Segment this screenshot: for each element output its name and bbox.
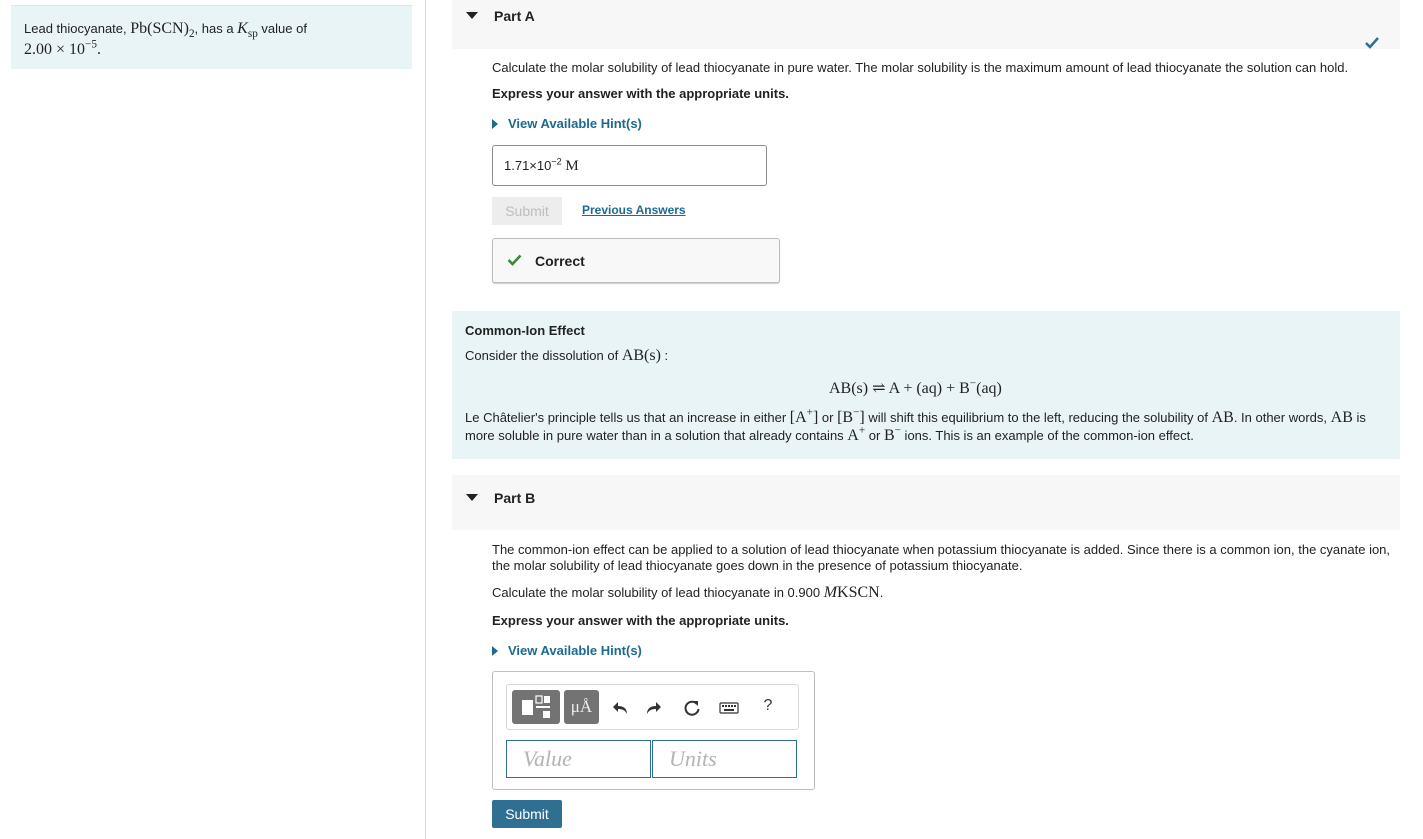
- common-ion-consider: Consider the dissolution of AB(s) :: [465, 347, 669, 364]
- part-a-instruction: Express your answer with the appropriate units.: [492, 86, 789, 101]
- expand-triangle-icon: [492, 119, 498, 129]
- part-a-header[interactable]: [452, 0, 1400, 49]
- ksp-value: $2.00 \times 10^{-5}$.: [24, 38, 101, 58]
- part-b-header[interactable]: [452, 475, 1400, 530]
- redo-icon[interactable]: [643, 698, 663, 718]
- part-b-submit-button[interactable]: Submit: [492, 800, 562, 828]
- intro-text-2: , has a: [194, 21, 238, 36]
- correct-check-icon: [507, 254, 522, 266]
- keyboard-icon[interactable]: [719, 698, 739, 718]
- templates-button[interactable]: [512, 690, 560, 724]
- undo-icon[interactable]: [611, 698, 631, 718]
- part-a-title: Part A: [494, 8, 535, 24]
- intro-formula: $Pb(SCN)_2$: [130, 20, 195, 41]
- units-input[interactable]: Units: [652, 740, 797, 778]
- common-ion-panel: [452, 311, 1400, 459]
- collapse-caret-icon[interactable]: [466, 494, 478, 501]
- part-a-submit-button[interactable]: Submit: [492, 197, 562, 225]
- intro-panel: [11, 5, 412, 69]
- ksp-symbol: $K_{sp}$: [237, 20, 258, 41]
- math-toolbar: [506, 684, 799, 730]
- part-a-question: Calculate the molar solubility of lead thiocyanate in pure water. The molar solubility is the maximum amount of lead thiocyanate the solution can hold.: [492, 60, 1349, 75]
- part-b-instruction: Express your answer with the appropriate units.: [492, 613, 789, 628]
- expand-triangle-icon: [492, 646, 498, 656]
- part-b-question: Calculate the molar solubility of lead thiocyanate in 0.900 MKSCN.: [492, 584, 884, 601]
- part-b-answer-widget: [492, 671, 815, 790]
- help-button[interactable]: ?: [763, 697, 773, 714]
- part-b-hint-toggle[interactable]: View Available Hint(s): [492, 643, 642, 658]
- part-a-answer-display: $1.71\times 10^{-2}$ M: [492, 145, 767, 186]
- previous-answers-link[interactable]: Previous Answers: [582, 203, 686, 217]
- correct-label: Correct: [535, 253, 585, 269]
- reset-icon[interactable]: [682, 698, 702, 718]
- intro-text: Lead thiocyanate,: [24, 21, 131, 36]
- value-input[interactable]: Value: [506, 740, 651, 778]
- correct-feedback-box: [492, 238, 780, 283]
- part-b-intro: The common-ion effect can be applied to a solution of lead thiocyanate when potassium thiocyanate is added. Since there is a common ion, the cyanate ion, the molar solubility of lead thiocyanate goes down in the presence of potassium thiocyanate.: [492, 542, 1391, 573]
- dissolution-equation: AB(s) ⇌ A + (aq) + B−(aq): [829, 377, 1002, 397]
- common-ion-title: Common-Ion Effect: [465, 323, 585, 338]
- templates-icon: [512, 690, 560, 724]
- part-b-title: Part B: [494, 490, 536, 506]
- intro-text-3: value of: [257, 21, 307, 36]
- common-ion-explanation: Le Châtelier's principle tells us that an increase in either [A+] or [B−] will shift this equilibrium to the left, reducing the solubility of AB. In other words, AB is more soluble in pure water than in a solution that already contains A+ or B− ions. This is an example of the common-ion effect.: [465, 406, 1366, 444]
- part-a-complete-check-icon: [1364, 36, 1380, 50]
- part-a-hint-toggle[interactable]: View Available Hint(s): [492, 116, 642, 131]
- column-divider: [425, 0, 426, 839]
- units-button[interactable]: μÅ: [564, 690, 599, 724]
- collapse-caret-icon[interactable]: [466, 12, 478, 19]
